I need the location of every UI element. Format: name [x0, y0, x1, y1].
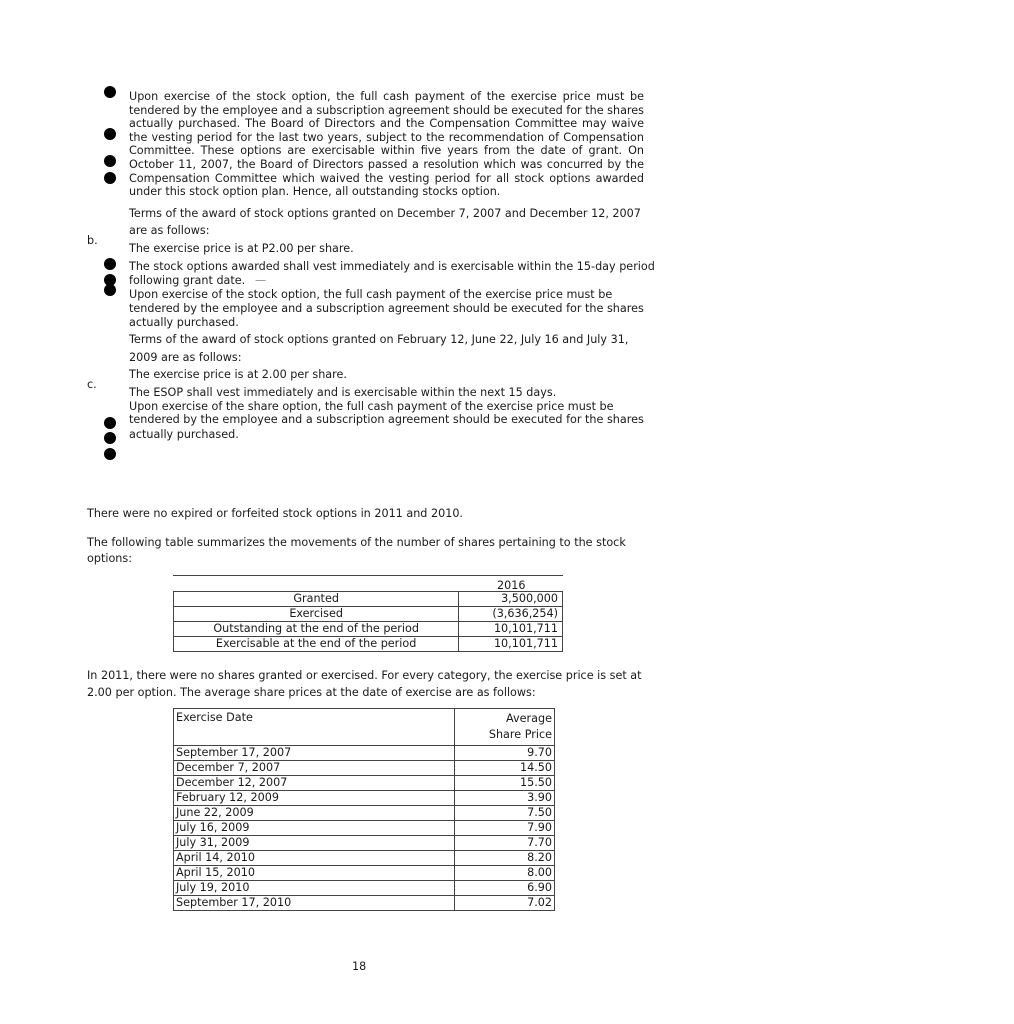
movements-year-header: 2016	[497, 579, 526, 592]
section-b-intro-line-2: are as follows:	[129, 224, 210, 237]
table-row	[174, 821, 555, 836]
table-row	[174, 836, 555, 851]
share-price-intro-line-1: In 2011, there were no shares granted or exercised. For every category, the exercise price is set at	[87, 669, 642, 682]
section-c-intro-line-1: Terms of the award of stock options granted on February 12, June 22, July 16 and July 31,	[129, 333, 629, 346]
table-row	[174, 622, 563, 637]
column-header-exercise-date	[174, 709, 455, 746]
section-c-item-2: The ESOP shall vest immediately and is exercisable within the next 15 days.	[129, 386, 557, 399]
table-row	[174, 851, 555, 866]
column-header-text: Share Price	[488, 728, 552, 741]
section-c-item-3-line-3: actually purchased.	[129, 428, 239, 441]
exercise-date-cell: July 19, 2010	[174, 881, 455, 896]
section-b-intro-line-1: Terms of the award of stock options granted on December 7, 2007 and December 12, 2007	[129, 207, 641, 220]
exercise-date-cell: December 7, 2007	[174, 761, 455, 776]
column-header-text: Exercise Date	[176, 711, 253, 724]
section-b-label: b.	[87, 234, 98, 247]
exercise-date-cell: July 16, 2009	[174, 821, 455, 836]
table-row	[174, 881, 555, 896]
no-expired-text: There were no expired or forfeited stock options in 2011 and 2010.	[87, 507, 463, 520]
section-b-item-2-mark: —	[255, 274, 267, 287]
bullet-icon	[104, 155, 116, 167]
movement-label: Exercisable at the end of the period	[174, 637, 459, 652]
movement-value: 10,101,711	[459, 637, 563, 652]
movement-value: (3,636,254)	[459, 607, 563, 622]
share-price-cell: 9.70	[455, 746, 555, 761]
bullet-icon	[104, 172, 116, 184]
bullet-icon	[104, 417, 116, 429]
bullet-icon	[104, 284, 116, 296]
share-price-intro-line-2: 2.00 per option. The average share prices at the date of exercise are as follows:	[87, 686, 536, 699]
exercise-date-cell: April 14, 2010	[174, 851, 455, 866]
section-b-item-2-line-1: The stock options awarded shall vest immediately and is exercisable within the 15-day period	[129, 260, 655, 273]
share-price-cell: 7.70	[455, 836, 555, 851]
share-price-cell: 7.90	[455, 821, 555, 836]
bullet-icon	[104, 448, 116, 460]
share-price-cell: 8.00	[455, 866, 555, 881]
table-top-rule	[173, 575, 563, 576]
table-row	[174, 791, 555, 806]
table-row	[174, 761, 555, 776]
exercise-date-cell: July 31, 2009	[174, 836, 455, 851]
table-row	[174, 776, 555, 791]
bullet-icon	[104, 258, 116, 270]
share-price-cell: 7.02	[455, 896, 555, 911]
page-number: 18	[352, 960, 367, 973]
summary-intro-line-2: options:	[87, 552, 132, 565]
bullet-icon	[104, 86, 116, 98]
section-a-paragraph: Upon exercise of the stock option, the full cash payment of the exercise price must be tendered by the employee and a subscription agreement should be executed for the shares actually purchased. The Board of Directors and the Compensation Committee may waive the vesting period for the last two years, subject to the recommendation of Compensation Committee. These options are exercisable within five years from the date of grant. On October 11, 2007, the Board of Directors passed a resolution which was concurred by the Compensation Committee which waived the vesting period for all stock options awarded under this stock option plan. Hence, all outstanding stocks option.	[129, 90, 644, 199]
exercise-date-cell: September 17, 2010	[174, 896, 455, 911]
section-b-item-2-line-2: following grant date.	[129, 274, 246, 287]
bullet-icon	[104, 128, 116, 140]
exercise-date-cell: December 12, 2007	[174, 776, 455, 791]
table-row	[174, 896, 555, 911]
exercise-date-cell: September 17, 2007	[174, 746, 455, 761]
section-b-item-3-line-1: Upon exercise of the stock option, the full cash payment of the exercise price must be	[129, 288, 613, 301]
movement-value: 10,101,711	[459, 622, 563, 637]
column-header-average-share-price	[455, 709, 555, 746]
share-price-cell: 14.50	[455, 761, 555, 776]
section-c-item-1: The exercise price is at 2.00 per share.	[129, 368, 347, 381]
section-c-label: c.	[87, 378, 97, 391]
exercise-date-cell: June 22, 2009	[174, 806, 455, 821]
table-row	[174, 746, 555, 761]
table-row	[174, 607, 563, 622]
movement-value: 3,500,000	[459, 592, 563, 607]
share-price-cell: 6.90	[455, 881, 555, 896]
movement-label: Exercised	[174, 607, 459, 622]
table-row	[174, 806, 555, 821]
movement-label: Granted	[174, 592, 459, 607]
share-price-cell: 15.50	[455, 776, 555, 791]
table-header-row	[174, 709, 555, 746]
section-b-item-3-line-3: actually purchased.	[129, 316, 239, 329]
exercise-date-cell: April 15, 2010	[174, 866, 455, 881]
share-price-table	[173, 708, 555, 911]
share-price-cell: 7.50	[455, 806, 555, 821]
share-price-cell: 3.90	[455, 791, 555, 806]
section-c-item-3-line-1: Upon exercise of the share option, the full cash payment of the exercise price must be	[129, 400, 614, 413]
table-row	[174, 592, 563, 607]
section-c-intro-line-2: 2009 are as follows:	[129, 351, 242, 364]
table-row	[174, 866, 555, 881]
share-price-cell: 8.20	[455, 851, 555, 866]
section-b-item-3-line-2: tendered by the employee and a subscription agreement should be executed for the shares	[129, 302, 644, 315]
exercise-date-cell: February 12, 2009	[174, 791, 455, 806]
movements-table	[173, 591, 563, 652]
table-row	[174, 637, 563, 652]
section-c-item-3-line-2: tendered by the employee and a subscription agreement should be executed for the shares	[129, 413, 644, 426]
bullet-icon	[104, 432, 116, 444]
column-header-text: Average	[506, 712, 552, 725]
section-b-item-1: The exercise price is at P2.00 per share.	[129, 242, 354, 255]
summary-intro-line-1: The following table summarizes the movements of the number of shares pertaining to the stock	[87, 536, 626, 549]
movement-label: Outstanding at the end of the period	[174, 622, 459, 637]
